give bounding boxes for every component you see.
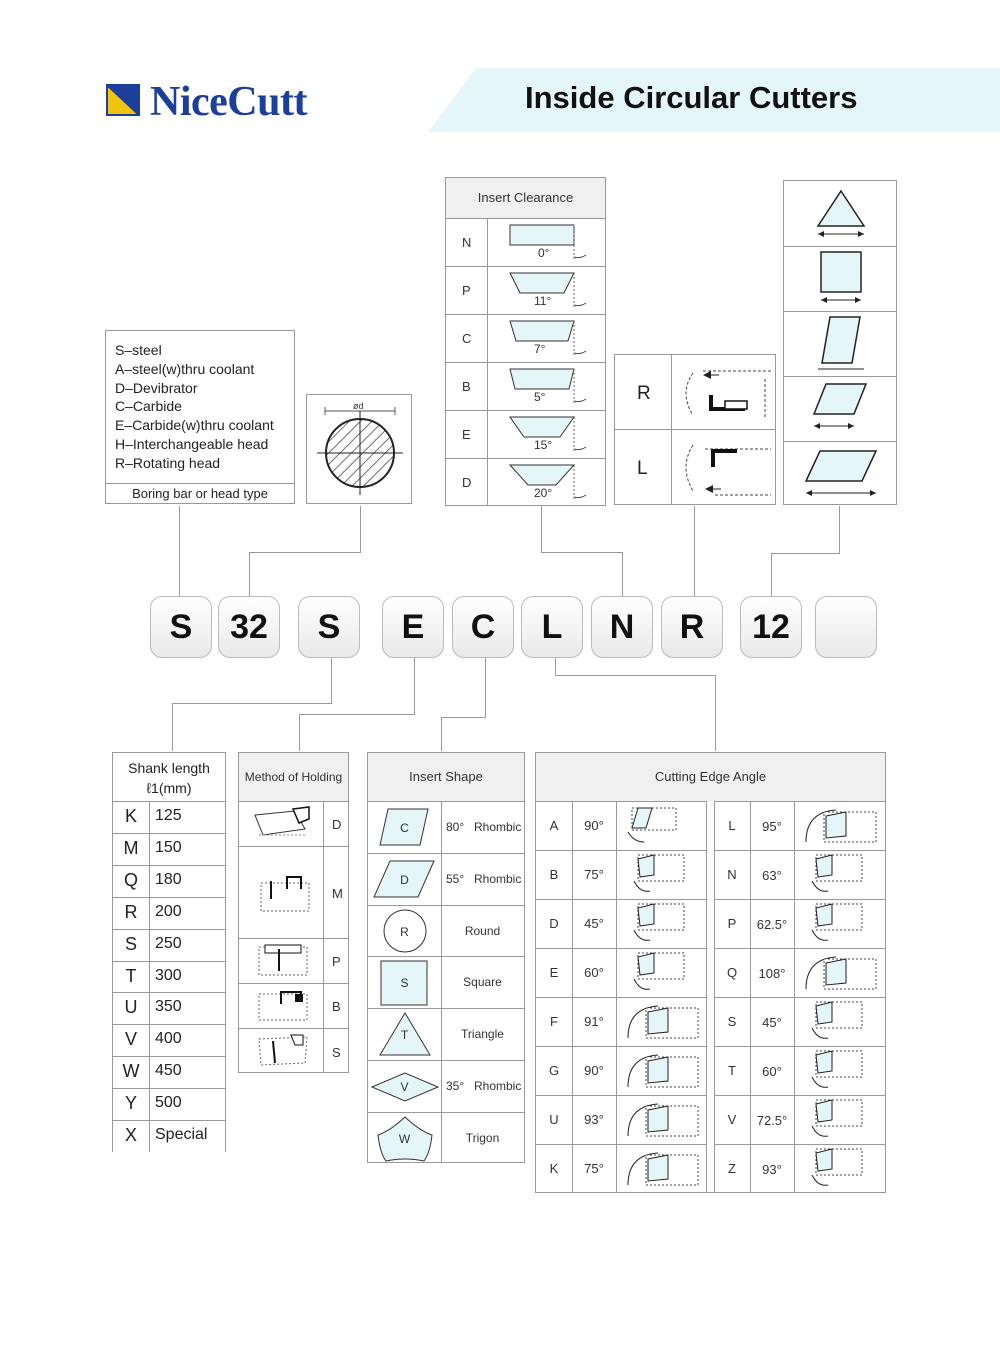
- cutting-edge-title: Cutting Edge Angle: [536, 753, 885, 802]
- shape-letter: R: [400, 924, 409, 939]
- clearance-code: C: [462, 331, 472, 346]
- shape-name: Triangle: [461, 1027, 504, 1042]
- left-hand-icon: [675, 435, 773, 501]
- shank-title-2: ℓ1(mm): [146, 780, 192, 796]
- edge-angle: 93°: [762, 1162, 782, 1177]
- code-box-hand: R: [661, 596, 723, 658]
- hand-code-r: R: [637, 383, 651, 404]
- clearance-angle: 15°: [534, 438, 553, 452]
- shape-letter: W: [398, 1131, 411, 1146]
- bar-type-item: C–Carbide: [115, 398, 182, 415]
- shank-code: V: [124, 1029, 137, 1050]
- edge-angle: 90°: [584, 1063, 604, 1078]
- edge-angle: 90°: [584, 818, 604, 833]
- edge-angle: 45°: [584, 916, 604, 931]
- edge-angle: 95°: [762, 819, 782, 834]
- clearance-insert-icon: [488, 267, 606, 313]
- code-box-diameter: 32: [218, 596, 280, 658]
- edge-angle: 91°: [584, 1014, 604, 1029]
- shank-code: U: [124, 997, 138, 1018]
- shank-value: 500: [155, 1094, 182, 1112]
- clearance-angle: 11°: [534, 294, 552, 308]
- rhombic-icon: [784, 311, 898, 376]
- clearance-code: D: [462, 475, 472, 490]
- diameter-label: ød: [353, 401, 364, 411]
- bar-type-item: E–Carbide(w)thru coolant: [115, 417, 274, 434]
- shank-value: Special: [155, 1126, 208, 1143]
- edge-code: B: [549, 867, 559, 882]
- shape-letter: S: [400, 976, 409, 991]
- shank-title-1: Shank length: [128, 760, 210, 776]
- bar-type-item: A–steel(w)thru coolant: [115, 360, 255, 377]
- shape-name: Trigon: [465, 1130, 500, 1145]
- shank-code: Y: [124, 1093, 137, 1114]
- clearance-angle: 20°: [534, 486, 553, 500]
- shank-code: X: [124, 1125, 137, 1145]
- shank-code: Q: [123, 869, 138, 890]
- shape-name: Square: [463, 975, 502, 990]
- code-box-size: 12: [740, 596, 802, 658]
- shank-value: 150: [155, 838, 182, 856]
- edge-angle: 93°: [584, 1112, 604, 1127]
- code-box-extra: [815, 596, 877, 658]
- code-box-bar-type: S: [150, 596, 212, 658]
- edge-code: V: [727, 1112, 737, 1127]
- edge-angle: 75°: [584, 867, 604, 882]
- code-box-clearance: N: [591, 596, 653, 658]
- insert-shape-title: Insert Shape: [368, 753, 524, 802]
- code-box-holding: E: [382, 596, 444, 658]
- edge-angle-icon: [796, 1145, 884, 1191]
- edge-code: E: [549, 965, 559, 980]
- shape-angle: 35°: [446, 1079, 465, 1093]
- edge-code: F: [550, 1014, 558, 1029]
- square-icon: [784, 246, 898, 311]
- clearance-angle: 0°: [538, 246, 550, 260]
- edge-angle-icon: [796, 1047, 884, 1093]
- shank-value: 300: [155, 966, 182, 984]
- edge-code: U: [549, 1112, 559, 1127]
- insert-shape-table: [367, 752, 525, 1163]
- edge-code: Q: [726, 965, 738, 980]
- page-title: Inside Circular Cutters: [525, 80, 858, 115]
- bar-type-list: [115, 341, 274, 473]
- holding-code-b: B: [332, 999, 341, 1014]
- holding-code-m: M: [332, 886, 343, 901]
- shape-name: Rhombic: [474, 871, 522, 886]
- shape-angle: 55°: [446, 871, 465, 886]
- right-hand-icon: [675, 359, 773, 425]
- shank-code: M: [123, 837, 139, 858]
- edge-code: A: [549, 818, 559, 833]
- edge-angle-icon: [618, 949, 706, 995]
- code-box-shank: S: [298, 596, 360, 658]
- shank-value: 350: [155, 998, 182, 1016]
- shape-letter: C: [400, 821, 409, 835]
- holding-s-icon: [251, 1031, 321, 1071]
- shape-name: Rhombic: [474, 820, 522, 834]
- clearance-code: B: [462, 379, 471, 394]
- edge-angle: 62.5°: [756, 917, 788, 932]
- edge-angle-icon: [618, 998, 706, 1044]
- brand-name: NiceCutt: [150, 79, 307, 125]
- shank-value: 400: [155, 1030, 182, 1048]
- edge-angle: 60°: [584, 965, 604, 980]
- shape-name: Round: [464, 923, 501, 938]
- clearance-insert-icon: [488, 411, 606, 457]
- triangle-icon: [784, 181, 898, 246]
- clearance-insert-icon: [488, 315, 606, 361]
- shank-value: 250: [155, 934, 182, 952]
- edge-code: Z: [728, 1161, 736, 1176]
- logo-icon: [106, 84, 140, 116]
- bar-type-item: S–steel: [115, 342, 162, 358]
- edge-angle-icon: [796, 851, 884, 897]
- holding-b-icon: [251, 986, 321, 1026]
- edge-code: L: [728, 818, 736, 833]
- holding-m-icon: [251, 869, 321, 917]
- edge-code: D: [549, 916, 559, 931]
- shank-code: S: [124, 933, 137, 954]
- edge-angle-icon: [618, 802, 706, 848]
- shape-name: Rhombic: [474, 1079, 522, 1093]
- clearance-angle: 7°: [534, 342, 546, 356]
- edge-angle: 108°: [758, 966, 786, 981]
- clearance-code: P: [462, 283, 471, 298]
- edge-angle-icon: [618, 1047, 706, 1093]
- edge-angle-icon: [796, 900, 884, 946]
- clearance-insert-icon: [488, 363, 606, 409]
- clearance-code: N: [462, 235, 472, 250]
- shank-code: T: [125, 965, 137, 986]
- shape-letter: V: [400, 1080, 409, 1094]
- shank-value: 125: [155, 807, 182, 824]
- holding-code-d: D: [332, 817, 342, 832]
- holding-p-icon: [251, 941, 321, 981]
- edge-angle-icon: [618, 1096, 706, 1142]
- shape-angle: 80°: [446, 820, 465, 834]
- clearance-angle: 5°: [534, 390, 546, 404]
- edge-angle: 72.5°: [756, 1113, 788, 1128]
- code-box-shape: C: [452, 596, 514, 658]
- edge-code: T: [728, 1063, 736, 1078]
- edge-code: G: [548, 1063, 560, 1078]
- clearance-insert-icon: [488, 459, 606, 505]
- edge-angle: 75°: [584, 1161, 604, 1176]
- edge-code: N: [727, 867, 737, 882]
- edge-angle-icon: [796, 802, 884, 848]
- edge-code: P: [727, 916, 737, 931]
- insert-clearance-panel: [445, 177, 606, 506]
- edge-angle-icon: [796, 998, 884, 1044]
- edge-code: K: [549, 1161, 559, 1176]
- bar-type-caption: Boring bar or head type: [132, 486, 268, 501]
- edge-angle: 60°: [762, 1064, 782, 1079]
- holding-d-icon: [249, 805, 319, 843]
- code-box-edge-angle: L: [521, 596, 583, 658]
- holding-code-p: P: [332, 954, 341, 969]
- clearance-insert-icon: [488, 219, 606, 265]
- parallelogram-icon: [784, 376, 898, 441]
- hand-code-l: L: [637, 458, 648, 479]
- edge-angle: 45°: [762, 1015, 782, 1030]
- edge-angle-icon: [796, 1096, 884, 1142]
- bar-type-item: D–Devibrator: [115, 379, 198, 396]
- insert-size-panel: [783, 180, 897, 505]
- shape-letter: T: [400, 1028, 409, 1043]
- bar-type-item: H–Interchangeable head: [115, 435, 269, 452]
- hand-panel: [614, 354, 776, 505]
- insert-clearance-title: Insert Clearance: [446, 178, 605, 219]
- edge-angle-icon: [796, 949, 884, 995]
- diameter-panel: [306, 394, 412, 504]
- holding-code-s: S: [332, 1045, 341, 1060]
- cutting-edge-table: [535, 752, 886, 1193]
- shank-value: 180: [155, 870, 182, 888]
- edge-angle: 63°: [762, 868, 782, 883]
- shank-length-table: [112, 752, 226, 1152]
- diameter-circle-icon: [307, 395, 413, 505]
- edge-angle-icon: [618, 900, 706, 946]
- edge-angle-icon: [618, 851, 706, 897]
- shank-value: 450: [155, 1062, 182, 1080]
- shank-code: W: [122, 1061, 140, 1082]
- edge-code: S: [727, 1014, 737, 1029]
- shank-value: 200: [155, 902, 182, 920]
- edge-angle-icon: [618, 1145, 706, 1191]
- shape-letter: D: [400, 872, 409, 887]
- clearance-code: E: [462, 427, 471, 442]
- holding-title: Method of Holding: [239, 753, 348, 802]
- shank-code: K: [124, 806, 137, 826]
- rhombic-55-icon: [784, 441, 898, 506]
- holding-table: [238, 752, 349, 1073]
- bar-type-panel: [105, 330, 295, 504]
- shank-code: R: [124, 901, 138, 922]
- bar-type-item: R–Rotating head: [115, 454, 221, 471]
